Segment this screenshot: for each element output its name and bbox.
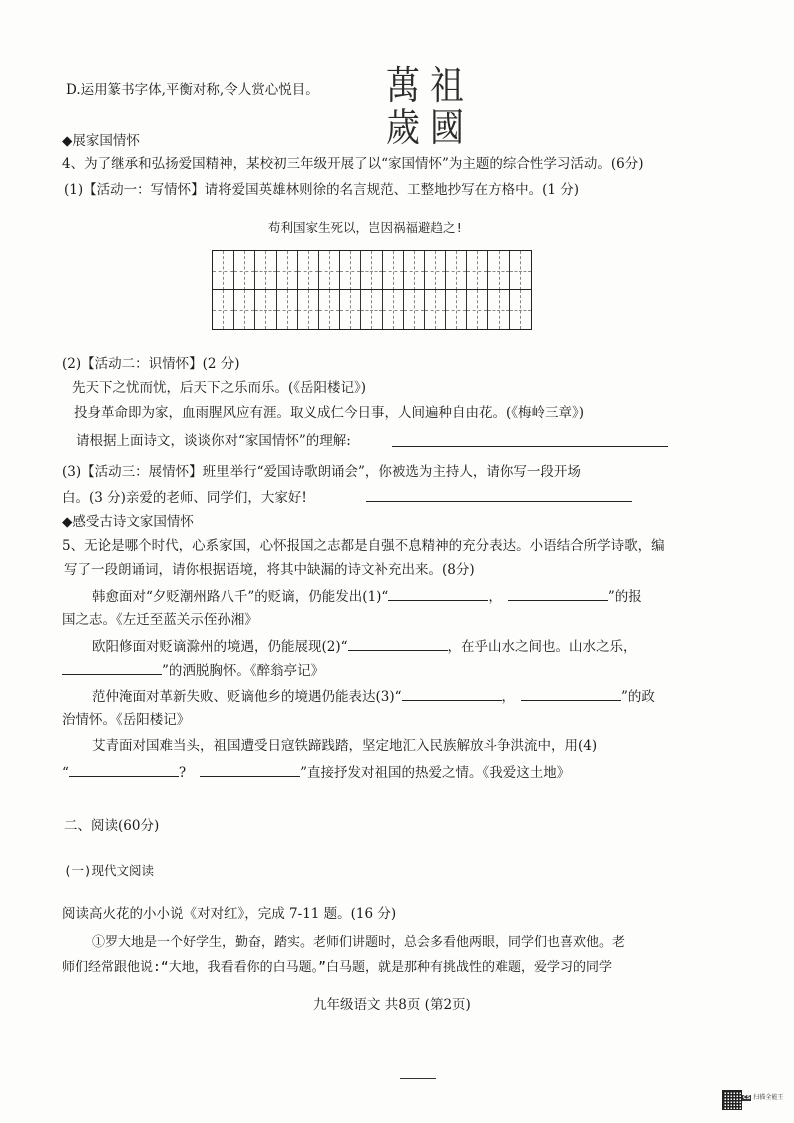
grid-cell[interactable] — [510, 290, 531, 329]
q5-han-line — [92, 586, 642, 607]
grid-cell[interactable] — [488, 290, 509, 329]
quote-lin-zexu: 苟利国家生死以，岂因祸福避趋之! — [268, 220, 464, 235]
q5-han-text: 韩愈面对“夕贬潮州路八千”的贬谪，仍能发出(1)“ — [92, 589, 389, 605]
blank-3b[interactable] — [521, 686, 621, 701]
blank-2b[interactable] — [62, 660, 162, 675]
q5-fan-text: 范仲淹面对革新失败、贬谪他乡的境遇仍能表达(3)“ — [92, 689, 402, 705]
q5-fan-end: ”的政 — [621, 689, 655, 705]
q4-intro: 4、为了继承和弘扬爱国精神，某校初三年级开展了以“家国情怀”为主题的综合性学习活动。(6分) — [62, 156, 644, 172]
q5-ai-question: ? — [178, 765, 187, 781]
q5-han-end: ”的报 — [607, 589, 642, 605]
grid-cell[interactable] — [277, 290, 298, 329]
grid-cell[interactable] — [340, 290, 361, 329]
q4-activity2-title: (2)【活动二：识情怀】(2 分) — [62, 356, 240, 372]
blank-1b[interactable] — [508, 586, 608, 601]
grid-cell[interactable] — [340, 251, 361, 290]
seal-char-guo: 國 — [430, 105, 464, 152]
grid-cell[interactable] — [234, 251, 255, 290]
q5-han-line2: 国之志。《左迁至蓝关示侄孙湘》 — [62, 612, 258, 628]
q5-line1: 5、无论是哪个时代，心系家国，心怀报国之志都是自强不息精神的充分表达。小语结合所学诗歌，编 — [62, 538, 665, 554]
grid-row — [213, 290, 531, 329]
answer-line-understanding[interactable] — [392, 446, 668, 447]
scanner-badge: CS — [743, 1095, 751, 1101]
blank-4a[interactable] — [69, 762, 179, 777]
q5-ou-end: ”的洒脱胸怀。《醉翁亭记》 — [162, 663, 325, 679]
q4-activity1: (1)【活动一：写情怀】请将爱国英雄林则徐的名言规范、工整地抄写在方格中。(1 分) — [64, 182, 580, 198]
grid-cell[interactable] — [213, 290, 234, 329]
grid-cell[interactable] — [446, 290, 467, 329]
grid-cell[interactable] — [361, 290, 382, 329]
scanner-watermark — [742, 1092, 783, 1101]
grid-cell[interactable] — [425, 290, 446, 329]
grid-cell[interactable] — [383, 251, 404, 290]
grid-cell[interactable] — [446, 251, 467, 290]
q4-activity3-line1: (3)【活动三：展情怀】班里举行“爱国诗歌朗诵会”，你被选为主持人，请你写一段开场 — [62, 464, 581, 480]
grid-cell[interactable] — [425, 251, 446, 290]
grid-cell[interactable] — [319, 290, 340, 329]
section2-heading: 二、阅读(60分) — [64, 818, 160, 834]
q5-ai-line2 — [62, 762, 570, 783]
grid-cell[interactable] — [488, 251, 509, 290]
page-footer: 九年级语文 共8页 (第2页) — [313, 997, 471, 1013]
blank-2a[interactable] — [348, 636, 448, 651]
q4-activity2-line2: 投身革命即为家，血雨腥风应有涯。取义成仁今日事，人间遍种自由花。(《梅岭三章》) — [74, 405, 585, 421]
seal-char-sui: 歲 — [386, 105, 420, 152]
grid-cell[interactable] — [298, 290, 319, 329]
para1-line2: 师们经常跟他说:“大地，我看看你的白马题。”白马题，就是那种有挑战性的难题，爱学习的同学 — [62, 960, 612, 975]
blank-3a[interactable] — [402, 686, 502, 701]
q5-ai-line1: 艾青面对国难当头，祖国遭受日寇铁蹄践踏，坚定地汇入民族解放斗争洪流中，用(4) — [92, 738, 598, 754]
blank-1a[interactable] — [388, 586, 488, 601]
seal-char-wan: 萬 — [386, 63, 420, 110]
q5-ou-line — [92, 636, 637, 657]
q5-line2: 写了一段朗诵词，请你根据语境，将其中缺漏的诗文补充出来。(8分) — [64, 562, 475, 578]
q4-activity2-prompt: 请根据上面诗文，谈谈你对“家国情怀”的理解: — [76, 433, 351, 449]
grid-cell[interactable] — [467, 251, 488, 290]
q5-han-sep: ， — [488, 589, 502, 605]
q4-activity3-line2: 白。(3 分)亲爱的老师、同学们，大家好! — [62, 490, 307, 506]
answer-line-opening[interactable] — [366, 501, 632, 502]
grid-cell[interactable] — [510, 251, 531, 290]
seal-char-zu: 祖 — [430, 63, 464, 110]
blank-4b[interactable] — [200, 762, 300, 777]
grid-cell[interactable] — [404, 251, 425, 290]
para1-line1: ①罗大地是一个好学生，勤奋，踏实。老师们讲题时，总会多看他两眼，同学们也喜欢他。老 — [92, 935, 626, 950]
grid-cell[interactable] — [298, 251, 319, 290]
option-d: D.运用篆书字体,平衡对称,令人赏心悦目。 — [66, 82, 319, 98]
grid-cell[interactable] — [277, 251, 298, 290]
q4-activity2-line1: 先天下之忧而忧，后天下之乐而乐。(《岳阳楼记》) — [72, 380, 367, 396]
q5-ou-text: 欧阳修面对贬谪滁州的境遇，仍能展现(2)“ — [92, 639, 348, 655]
grid-cell[interactable] — [213, 251, 234, 290]
reading-intro: 阅读高火花的小小说《对对红》，完成 7-11 题。(16 分) — [62, 906, 397, 922]
grid-cell[interactable] — [234, 290, 255, 329]
q5-fan-line — [92, 686, 655, 707]
q5-ai-end: ”直接抒发对祖国的热爱之情。《我爱这土地》 — [300, 765, 571, 781]
grid-cell[interactable] — [361, 251, 382, 290]
grid-cell[interactable] — [255, 290, 276, 329]
footer-mark — [400, 1078, 436, 1079]
grid-cell[interactable] — [319, 251, 340, 290]
section2-1-heading: (一)现代文阅读 — [64, 863, 155, 878]
q5-ai-open: “ — [62, 765, 69, 781]
q5-fan-sep: ， — [501, 689, 516, 705]
qr-code-icon — [722, 1090, 742, 1110]
grid-cell[interactable] — [383, 290, 404, 329]
grid-cell[interactable] — [467, 290, 488, 329]
q5-ou-mid: ，在乎山水之间也。山水之乐， — [447, 639, 637, 655]
q5-fan-line2: 治情怀。《岳阳楼记》 — [62, 712, 191, 728]
grid-cell[interactable] — [404, 290, 425, 329]
grid-row — [213, 251, 531, 290]
section-heading-home: ◆展家国情怀 — [62, 133, 140, 149]
scanner-label: 扫描全能王 — [753, 1094, 784, 1101]
q5-ou-line2 — [62, 660, 324, 681]
section-heading-poem: ◆感受古诗文家国情怀 — [62, 514, 194, 530]
writing-grid[interactable] — [212, 250, 532, 330]
grid-cell[interactable] — [255, 251, 276, 290]
